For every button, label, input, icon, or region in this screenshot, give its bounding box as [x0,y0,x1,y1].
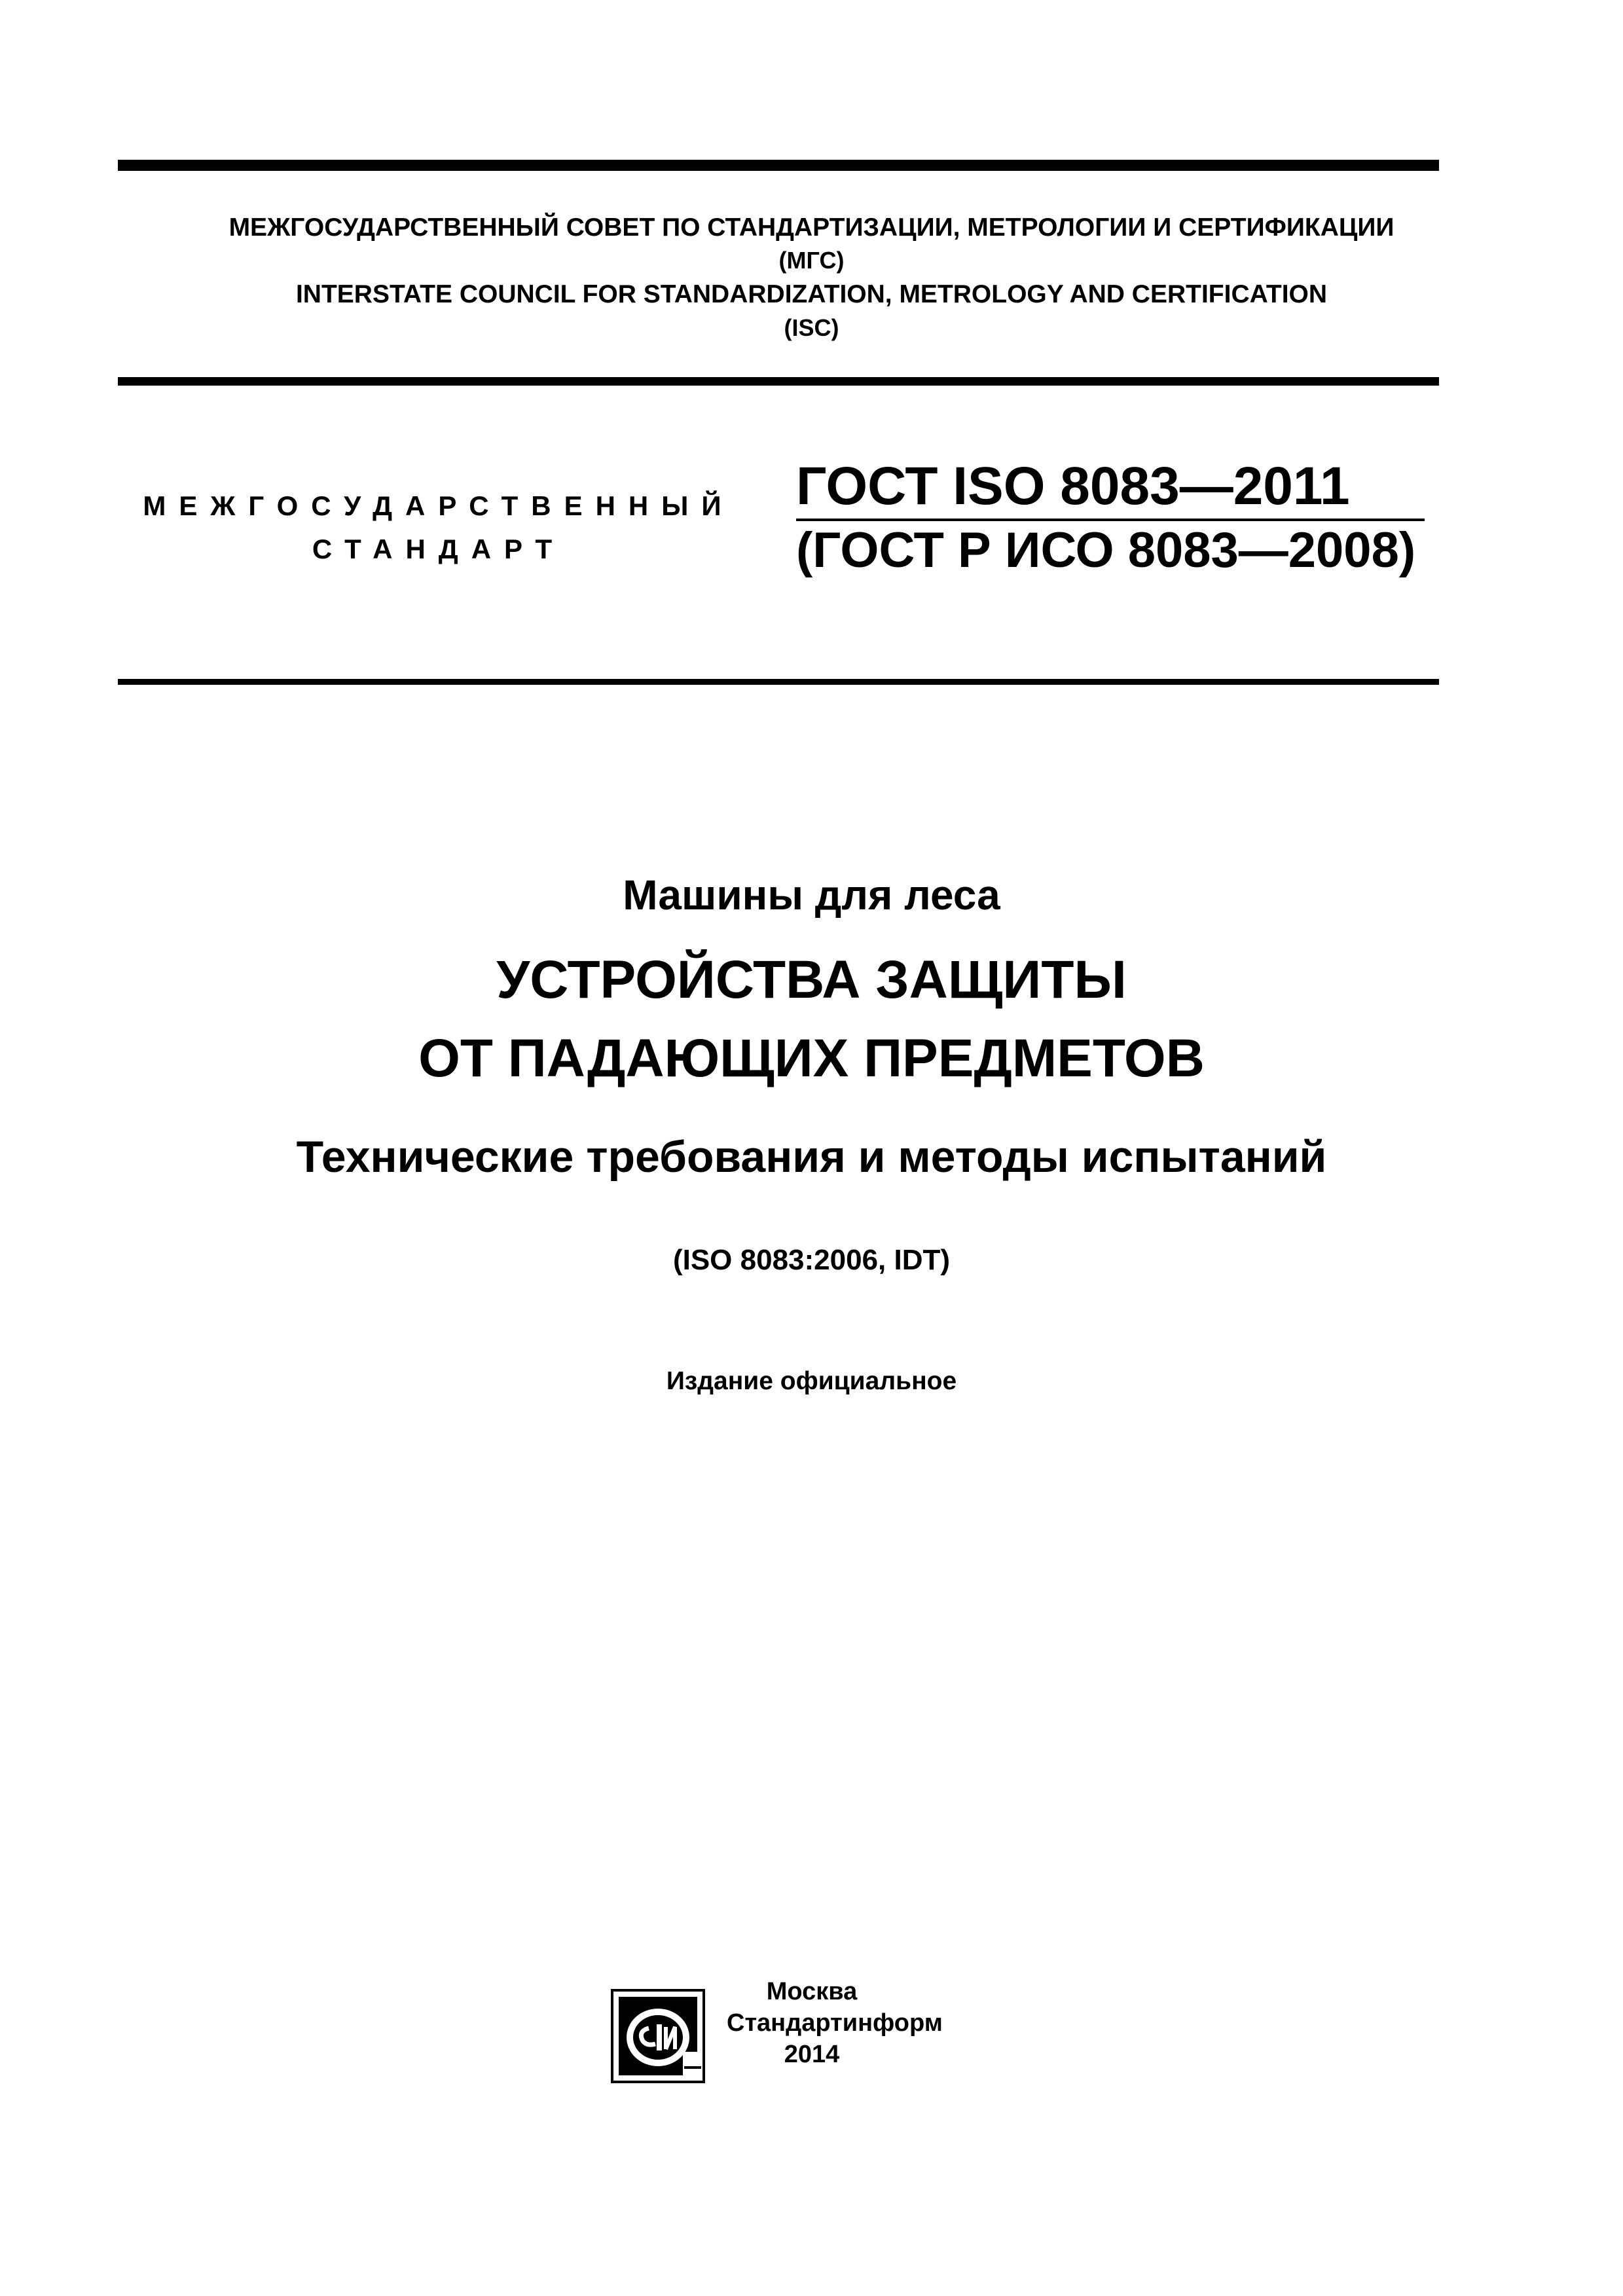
imprint-publisher: Стандартинформ [727,2009,943,2037]
council-name-ru: МЕЖГОСУДАРСТВЕННЫЙ СОВЕТ ПО СТАНДАРТИЗАЦИИ, МЕТРОЛОГИИ И СЕРТИФИКАЦИИ [228,213,1395,242]
imprint-year: 2014 [784,2041,840,2068]
header-bottom-rule [118,679,1439,685]
document-subject: Машины для леса [623,871,1000,919]
iso-reference: (ISO 8083:2006, IDT) [672,1244,951,1276]
council-abbr-en: (ISC) [784,314,839,341]
document-title-line2: ОТ ПАДАЮЩИХ ПРЕДМЕТОВ [418,1029,1205,1088]
standard-designation [796,456,1434,580]
standard-number: ГОСТ ISO 8083—2011 [796,456,1350,516]
imprint-city: Москва [766,1978,858,2005]
document-title-line1: УСТРОЙСТВА ЗАЩИТЫ [496,950,1127,1010]
standard-number-previous: (ГОСТ Р ИСО 8083—2008) [796,522,1416,578]
council-bottom-rule [118,377,1439,386]
edition-note: Издание официальное [666,1367,957,1395]
council-abbr-ru: (МГС) [778,247,845,274]
top-thick-rule [118,160,1439,171]
standard-type-line2: СТАНДАРТ [312,534,566,564]
imprint [727,1976,943,2070]
document-subtitle: Технические требования и методы испытаний [296,1132,1327,1182]
standard-type [124,484,753,571]
council-name-en: INTERSTATE COUNCIL FOR STANDARDIZATION, METROLOGY AND CERTIFICATION [295,280,1328,308]
standartinform-logo-icon [611,1989,705,2083]
standard-type-line1: МЕЖГОСУДАРСТВЕННЫЙ [143,490,735,521]
